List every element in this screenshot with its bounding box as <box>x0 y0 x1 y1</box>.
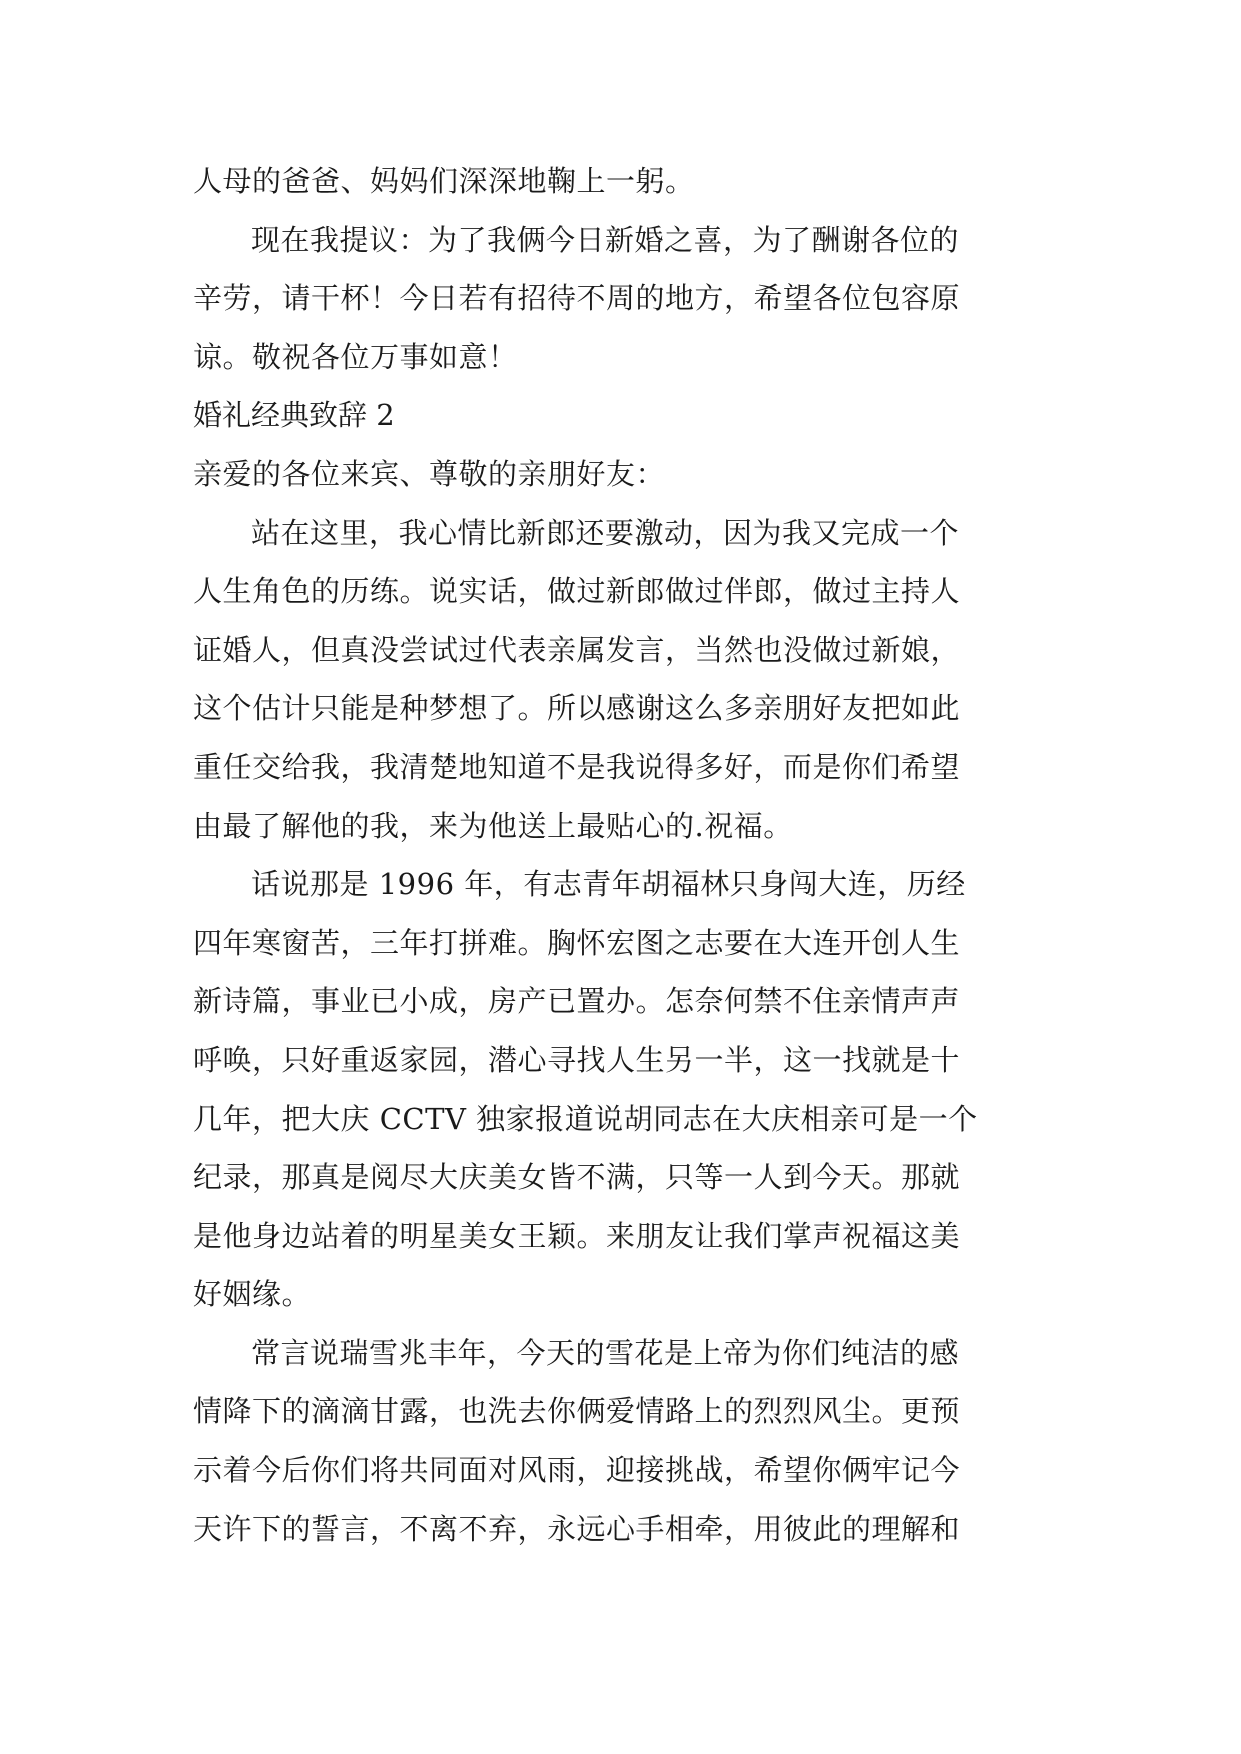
paragraph-line: 重任交给我，我清楚地知道不是我说得多好，而是你们希望 <box>193 749 961 784</box>
paragraph-line: 常言说瑞雪兆丰年，今天的雪花是上帝为你们纯洁的感 <box>251 1335 960 1370</box>
paragraph-line: 是他身边站着的明星美女王颖。来朋友让我们掌声祝福这美 <box>193 1218 961 1253</box>
paragraph-line: 情降下的滴滴甘露，也洗去你俩爱情路上的烈烈风尘。更预 <box>193 1394 961 1429</box>
paragraph-line: 示着今后你们将共同面对风雨，迎接挑战，希望你俩牢记今 <box>193 1453 961 1488</box>
paragraph-line: 话说那是 1996 年，有志青年胡福林只身闯大连，历经 <box>251 867 966 902</box>
paragraph-line: 由最了解他的我，来为他送上最贴心的.祝福。 <box>193 808 793 843</box>
paragraph-line: 辛劳，请干杯！今日若有招待不周的地方，希望各位包容原 <box>193 281 961 316</box>
paragraph-line: 四年寒窗苦，三年打拼难。胸怀宏图之志要在大连开创人生 <box>193 925 961 960</box>
paragraph-line: 新诗篇，事业已小成，房产已置办。怎奈何禁不住亲情声声 <box>193 984 961 1019</box>
paragraph-line: 好姻缘。 <box>193 1277 312 1312</box>
paragraph-line: 站在这里，我心情比新郎还要激动，因为我又完成一个 <box>251 515 960 550</box>
paragraph-line: 谅。敬祝各位万事如意！ <box>193 339 518 374</box>
section-heading: 婚礼经典致辞 2 <box>193 398 395 433</box>
paragraph-line: 这个估计只能是种梦想了。所以感谢这么多亲朋好友把如此 <box>193 691 961 726</box>
document-body <box>193 152 1053 1558</box>
paragraph-line: 人母的爸爸、妈妈们深深地鞠上一躬。 <box>193 164 695 198</box>
paragraph-line: 现在我提议：为了我俩今日新婚之喜，为了酬谢各位的 <box>251 222 960 257</box>
salutation-line: 亲爱的各位来宾、尊敬的亲朋好友： <box>193 456 666 491</box>
paragraph-line: 证婚人，但真没尝试过代表亲属发言，当然也没做过新娘， <box>193 632 961 667</box>
paragraph-line: 人生角色的历练。说实话，做过新郎做过伴郎，做过主持人 <box>193 574 961 609</box>
paragraph-line: 纪录，那真是阅尽大庆美女皆不满，只等一人到今天。那就 <box>193 1160 961 1195</box>
paragraph-line: 呼唤，只好重返家园，潜心寻找人生另一半，这一找就是十 <box>193 1042 961 1077</box>
paragraph-line: 几年，把大庆 CCTV 独家报道说胡同志在大庆相亲可是一个 <box>193 1101 978 1136</box>
paragraph-line: 天许下的誓言，不离不弃，永远心手相牵，用彼此的理解和 <box>193 1511 961 1546</box>
